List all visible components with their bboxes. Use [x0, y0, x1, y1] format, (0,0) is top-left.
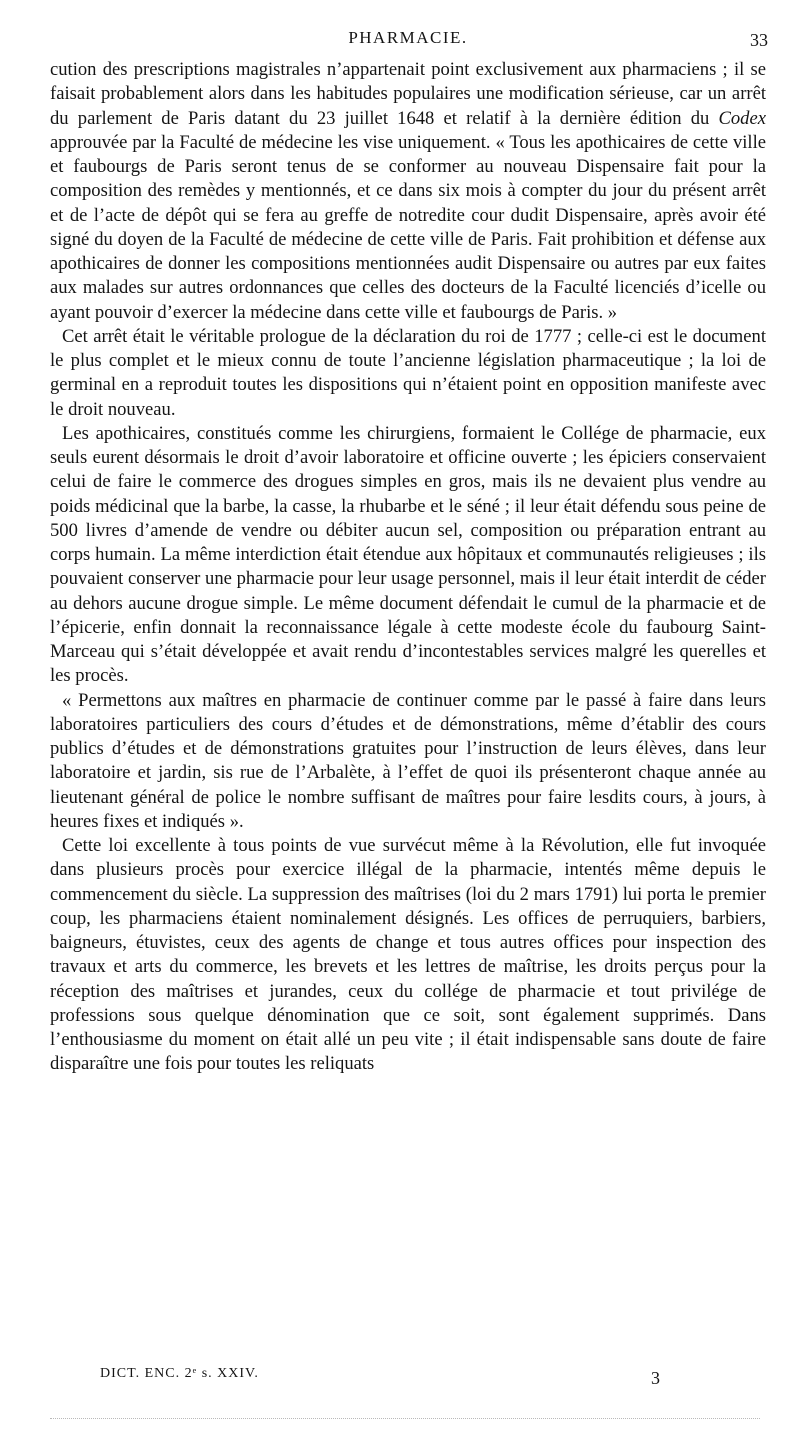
page-footer [100, 1366, 660, 1392]
paragraph-2: Cet arrêt était le véritable prologue de la déclaration du roi de 1777 ; celle-ci est le document le plus complet et le mieux connu de toute l’ancienne législation pharmaceutique ; la loi de germinal en a reproduit toutes les dispositions qui n’étaient point en opposition manifeste avec le droit nouveau. [50, 325, 766, 420]
paragraph-4-quotation: « Permettons aux maîtres en pharmacie de continuer comme par le passé à faire dans leurs laboratoires particuliers des cours d’études et de démonstrations, même d’établir des cours publics d’études et de démonstrations gratuites pour l’instruction de leurs élèves, dans leur laboratoire et jardin, sis rue de l’Arbalète, à l’effet de quoi ils présenteront chaque année au lieutenant général de police le nombre suffisant de maîtres pour faire lesdits cours, à jours, à heures fixes et indiqués ». [50, 689, 766, 832]
signature-reference: DICT. ENC. 2ᵉ s. XXIV. [100, 1366, 259, 1381]
codex-title: Codex [718, 107, 766, 129]
paragraph-5: Cette loi excellente à tous points de vue survécut même à la Révolution, elle fut invoquée dans plusieurs procès pour exercice illégal de la pharmacie, intentés même depuis le commencement du siècle. La suppression des maîtrises (loi du 2 mars 1791) lui porta le premier coup, les pharmaciens étaient nominalement désignés. Les offices de perruquiers, barbiers, baigneurs, étuvistes, ceux des agents de change et tous autres offices pour inspection des travaux et arts du commerce, les brevets et les lettres de maîtrise, les droits perçus pour la réception des maîtrises et jurandes, ceux du collége de pharmacie et tout privilége de professions sous quelque dénomination que ce soit, sont également supprimés. Dans l’enthousiasme du moment on était allé un peu vite ; il était indispensable sans doute de faire disparaître une fois pour toutes les reliquats [50, 835, 766, 1075]
paragraph-1-end: approuvée par la Faculté de médecine les vise uniquement. « Tous les apothicaires de cette ville et faubourgs de Paris seront tenus de se conformer au nouveau Dispensaire fait pour la composition des remèdes y mentionnés, et ce dans six mois à compter du jour du présent arrêt et de l’acte de dépôt qui se fera au greffe de notredite cour dudit Dispensaire, après avoir été signé du doyen de la Faculté de médecine de cette ville de Paris. Fait prohibition et défense aux apothicaires de donner les compositions mentionnées audit Dispensaire ou autres par eux faites aux malades sur autres ordonnances que celles des docteurs de la Faculté licenciés d’icelle ou ayant pouvoir d’exercer la médecine dans cette ville et faubourgs de Paris. » [50, 131, 766, 323]
running-head [48, 28, 768, 54]
paragraph-1 [50, 58, 766, 325]
page-number: 33 [750, 30, 768, 50]
signature-mark: 3 [651, 1368, 660, 1388]
paragraph-3: Les apothicaires, constitués comme les chirurgiens, formaient le Collége de pharmacie, eux seuls eurent désormais le droit d’avoir laboratoire et officine ouverte ; les épiciers conservaient celui de faire le commerce des drogues simples en gros, mais ils ne devaient plus vendre au poids médicinal que la barbe, la casse, la rhubarbe et le séné ; il leur était défendu sous peine de 500 livres d’amende de vendre ou débiter aucun sel, composition ou préparation entrant au corps humain. La même interdiction était étendue aux hôpitaux et communautés religieuses ; ils pouvaient conserver une pharmacie pour leur usage personnel, mais il leur était interdit de céder au dehors aucune drogue simple. Le même document défendait le cumul de la pharmacie et de l’épicerie, enfin donnait la reconnaissance légale à cette modeste école du faubourg Saint-Marceau qui s’était développée et avait rendu d’incontestables services malgré les querelles et les procès. [50, 422, 766, 687]
bottom-rule [50, 1418, 760, 1419]
paragraph-1-start: cution des prescriptions magistrales n’appartenait point exclusivement aux pharmaciens ; il se faisait probablement alors dans les habitudes populaires une modification sérieuse, car un arrêt du parlement de Paris datant du 23 juillet 1648 et relatif à la dernière édition du [50, 59, 766, 129]
body-text [50, 58, 766, 1077]
running-title: PHARMACIE. [348, 28, 468, 47]
